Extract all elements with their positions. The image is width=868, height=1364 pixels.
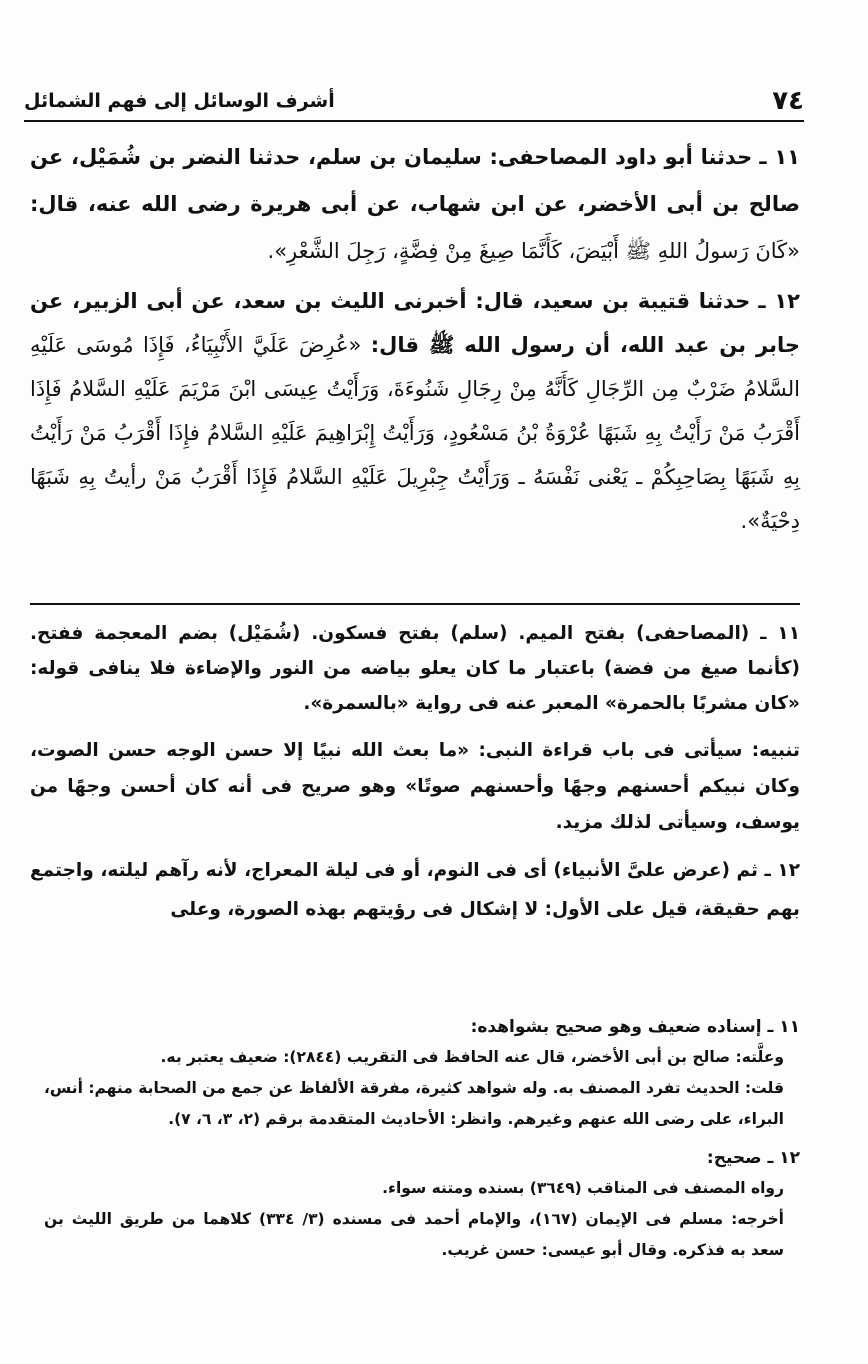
takhrij-12-line1: رواه المصنف فى المناقب (٣٦٤٩) بسنده ومتنه سواء. [382,1179,784,1197]
commentary-note: تنبيه: سيأتى فى باب قراءة النبى: «ما بعث الله نبيًا إلا حسن الوجه حسن الصوت، وكان نبيكم أحسنهم وجهًا وأحسنهم صوتًا» وهو صريح فى أنه كان أحسن وجهًا من يوسف، وسيأتى لذلك مزيد. [30,740,800,833]
hadith-12-isnad: حدثنا قتيبة بن سعيد، قال: أخبرنى الليث بن سعد، عن أبى الزبير، عن جابر بن عبد الله، أن رسول الله ﷺ قال: [30,289,801,357]
commentary-12-number: ١٢ ـ [764,860,800,881]
hadith-section [30,134,800,543]
header-rule [24,120,804,122]
takhrij-11-line1: وعلَّته: صالح بن أبى الأخضر، قال عنه الحافظ فى التقريب (٢٨٤٤): ضعيف يعتبر به. [160,1048,784,1066]
hadith-11-isnad: حدثنا أبو داود المصاحفى: سليمان بن سلم، حدثنا النضر بن شُمَيْل، عن صالح بن أبى الأخضر، عن ابن شهاب، عن أبى هريرة رضى الله عنه، قال: [30,145,800,216]
hadith-12 [30,279,800,543]
takhrij-section [44,1012,800,1266]
commentary-12-text: ثم (عرض علىَّ الأنبياء) أى فى النوم، أو فى ليلة المعراج، لأنه رآهم ليلته، واجتمع بهم حقيقة، قيل على الأول: لا إشكال فى رؤيتهم بهذه الصورة، وعلى [30,860,800,920]
takhrij-12-heading: ١٢ ـ صحيح: [706,1148,800,1168]
commentary-11-line2: (كأنما صيغ من فضة) باعتبار ما كان يعلو بياضه من النور والإضاءة فلا ينافى قوله: «كان مشربًا بالحمرة» المعبر عنه فى رواية «بالسمرة». [30,658,800,714]
hadith-12-number: ١٢ ـ [758,289,800,313]
takhrij-11-heading: ١١ ـ إسناده ضعيف وهو صحيح بشواهده: [470,1017,800,1037]
hadith-11-matn: «كَانَ رَسولُ اللهِ ﷺ أَبْيَضَ، كَأَنَّمَا صِيغَ مِنْ فِضَّةٍ، رَجِلَ الشَّعْرِ». [267,239,800,263]
hadith-12-matn: «عُرِضَ عَلَيَّ الأَنْبِيَاءُ، فَإِذَا مُوسَى عَلَيْهِ السَّلامُ ضَرْبٌ مِن الرِّجَالِ كَأَنَّهُ مِنْ رِجَالِ شَنُوءَةَ، وَرَأَيْتُ عِيسَى ابْنَ مَرْيَمَ عَلَيْهِ السَّلامُ فَإِذَا أَقْرَبُ مَنْ رَأَيْتُ بِهِ شَبَهًا عُرْوَةُ بْنُ مَسْعُودٍ، وَرَأَيْتُ إِبْرَاهِيمَ عَلَيْهِ السَّلامُ فإِذَا أَقْرَبُ مَنْ رَأَيْتُ بِهِ شَبَهًا بِصَاحِبِكُمْ ـ يَعْنى نَفْسَهُ ـ وَرَأَيْتُ جِبْرِيلَ عَلَيْهِ السَّلامُ فَإِذَا أَقْرَبُ مَنْ رأيتُ بِهِ شَبَهًا دِحْيَةٌ». [30,333,800,533]
takhrij-12-body [44,1173,800,1266]
hadith-11 [30,134,800,275]
commentary-11-number: ١١ ـ [760,623,800,644]
commentary-12 [30,851,800,929]
commentary-section [30,616,800,929]
text-commentary-divider [30,603,800,605]
hadith-11-number: ١١ ـ [759,145,800,169]
commentary-11-line1: (المصاحفى) بفتح الميم. (سلم) بفتح فسكون. (شُمَيْل) بضم المعجمة ففتح. [30,623,750,644]
book-title: أشرف الوسائل إلى فهم الشمائل [24,90,335,112]
takhrij-11-line2: قلت: الحديث تفرد المصنف به. وله شواهد كثيرة، مفرقة الألفاظ عن جمع من الصحابة منهم: أنس، البراء، على رضى الله عنهم وغيرهم. وانظر: الأحاديث المتقدمة برقم (٢، ٣، ٦، ٧). [44,1079,784,1128]
page-number: ٧٤ [772,86,804,116]
takhrij-12-line2: أخرجه: مسلم فى الإيمان (١٦٧)، والإمام أحمد فى مسنده (٣/ ٣٣٤) كلاهما من طريق الليث بن سعد به فذكره. وقال أبو عيسى: حسن غريب. [44,1210,784,1259]
takhrij-11-body [44,1042,800,1135]
page-header [24,84,804,118]
commentary-11 [30,616,800,721]
